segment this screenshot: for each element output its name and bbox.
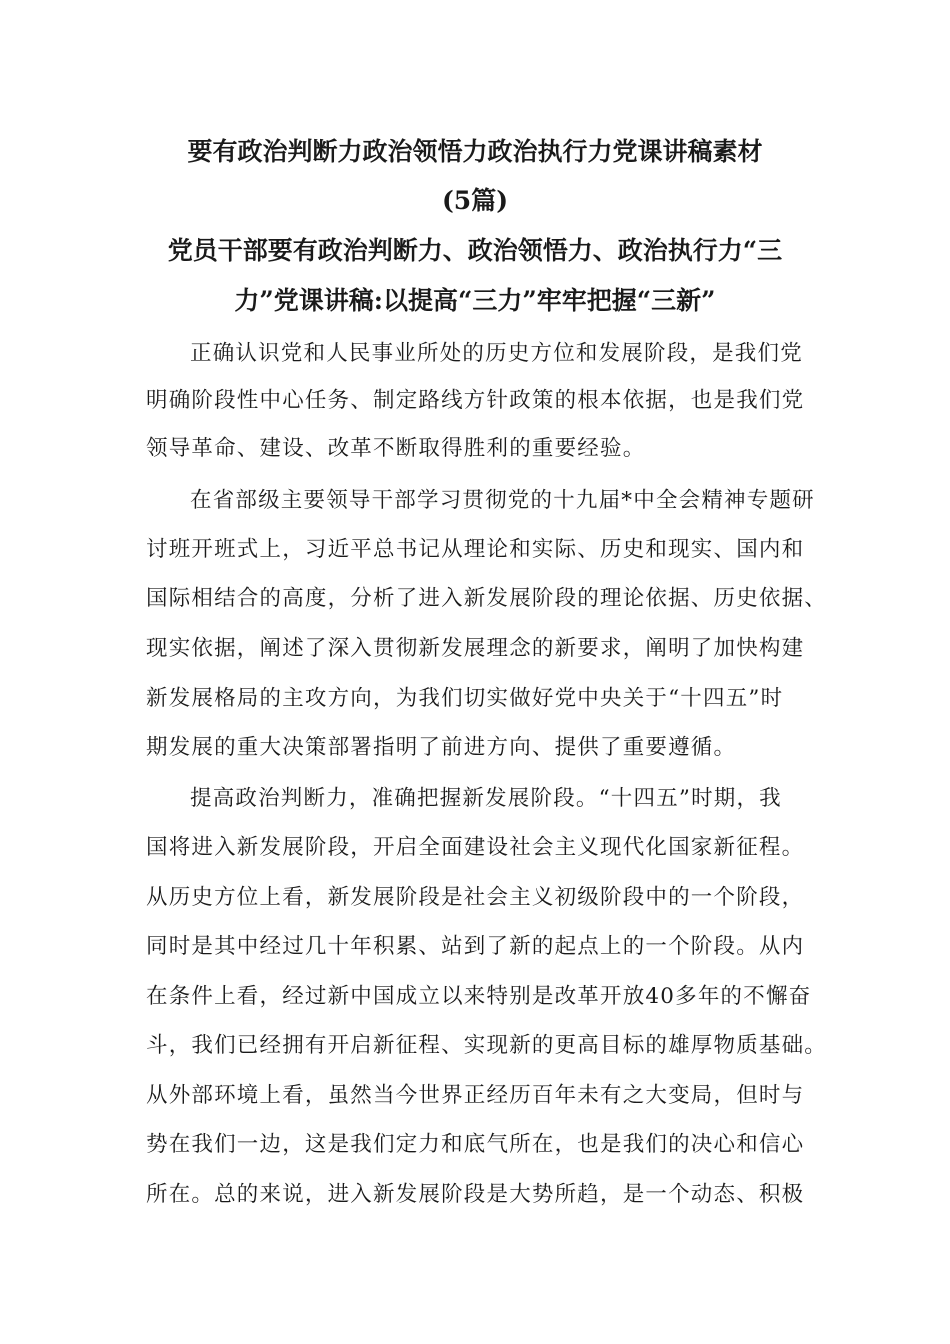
paragraph-3-line: 在条件上看，经过新中国成立以来特别是改革开放40多年的不懈奋 [146,984,812,1009]
paragraph-3-line: 从外部环境上看，虽然当今世界正经历百年未有之大变局，但时与 [146,1083,805,1108]
document-title-line-1: 要有政治判断力政治领悟力政治执行力党课讲稿素材 [187,137,763,166]
paragraph-3-line: 势在我们一边，这是我们定力和底气所在，也是我们的决心和信心 [146,1132,805,1157]
paragraph-3-line: 同时是其中经过几十年积累、站到了新的起点上的一个阶段。从内 [146,934,805,959]
paragraph-2-line: 讨班开班式上，习近平总书记从理论和实际、历史和现实、国内和 [146,537,805,562]
paragraph-3-line: 提高政治判断力，准确把握新发展阶段。“十四五”时期，我 [190,786,782,811]
section-heading-line-1: 党员干部要有政治判断力、政治领悟力、政治执行力“三 [167,236,783,265]
paragraph-3-line: 从历史方位上看，新发展阶段是社会主义初级阶段中的一个阶段， [146,885,805,910]
paragraph-3-line: 斗，我们已经拥有开启新征程、实现新的更高目标的雄厚物质基础。 [146,1033,828,1058]
section-heading-line-2: 力”党课讲稿:以提高“三力”牢牢把握“三新” [234,286,716,315]
document-title-line-2: (5篇) [441,186,509,215]
paragraph-2-line: 现实依据，阐述了深入贯彻新发展理念的新要求，阐明了加快构建 [146,636,805,661]
paragraph-1-line: 领导革命、建设、改革不断取得胜利的重要经验。 [146,436,646,461]
paragraph-2-line: 新发展格局的主攻方向，为我们切实做好党中央关于“十四五”时 [146,686,784,711]
paragraph-2-line: 国际相结合的高度，分析了进入新发展阶段的理论依据、历史依据、 [146,586,828,611]
paragraph-1-line: 明确阶段性中心任务、制定路线方针政策的根本依据，也是我们党 [146,388,805,413]
paragraph-1-line: 正确认识党和人民事业所处的历史方位和发展阶段，是我们党 [190,341,803,366]
paragraph-3-line: 国将进入新发展阶段，开启全面建设社会主义现代化国家新征程。 [146,835,805,860]
paragraph-2-line: 在省部级主要领导干部学习贯彻党的十九届*中全会精神专题研 [190,488,815,513]
paragraph-2-line: 期发展的重大决策部署指明了前进方向、提供了重要遵循。 [146,735,737,760]
paragraph-3-line: 所在。总的来说，进入新发展阶段是大势所趋，是一个动态、积极 [146,1182,805,1207]
